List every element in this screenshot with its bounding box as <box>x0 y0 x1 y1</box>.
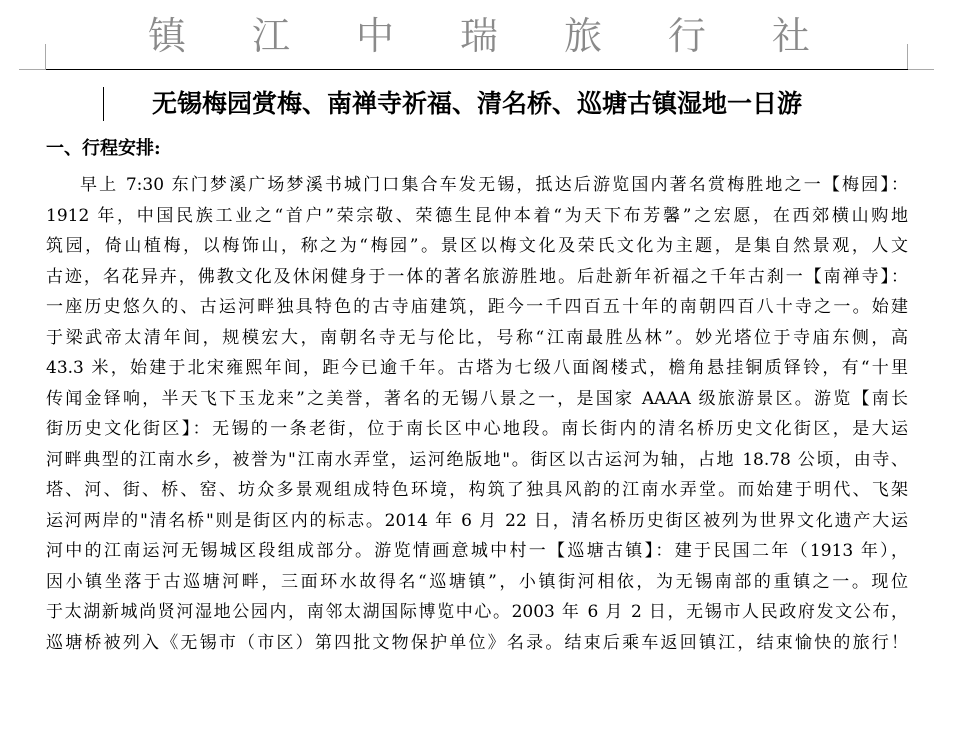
paragraph-line: 于梁武帝太清年间，规模宏大，南朝名寺无与伦比，号称“江南最胜丛林”。妙光塔位于寺庙东侧，高 <box>46 327 908 348</box>
company-char: 行 <box>667 14 706 58</box>
crop-mark-left-horizontal <box>19 69 46 70</box>
itinerary-paragraph[interactable] <box>46 170 908 658</box>
paragraph-line: 河中的江南运河无锡城区段组成部分。游览情画意城中村一【巡塘古镇】：建于民国二年（1913 年）， <box>46 541 908 561</box>
paragraph-line: 河畔典型的江南水乡，被誉为"江南水弄堂，运河绝版地"。街区以古运河为轴，占地 18.78 公顷，由寺、 <box>46 449 908 470</box>
paragraph-line: 巡塘桥被列入《无锡市（市区）第四批文物保护单位》名录。结束后乘车返回镇江，结束愉快的旅行！ <box>46 632 908 653</box>
document-title[interactable]: 无锡梅园赏梅、南禅寺祈福、清名桥、巡塘古镇湿地一日游 <box>151 89 802 118</box>
paragraph-line: 于太湖新城尚贤河湿地公园内，南邻太湖国际博览中心。2003 年 6 月 2 日，无锡市人民政府发文公布， <box>46 602 908 622</box>
company-char: 社 <box>771 14 810 58</box>
header-divider <box>46 69 908 70</box>
paragraph-line: 传闻金铎响，半天飞下玉龙来”之美誉，著名的无锡八景之一，是国家 AAAA 级旅游景区。游览【南长 <box>46 388 908 409</box>
paragraph-line: 古迹，名花异卉，佛教文化及休闲健身于一体的著名旅游胜地。后赴新年祈福之千年古刹一【南禅寺】： <box>46 266 908 287</box>
paragraph-line: 早上 7:30 东门梦溪广场梦溪书城门口集合车发无锡，抵达后游览国内著名赏梅胜地之一【梅园】： <box>80 175 908 195</box>
company-header <box>46 12 908 60</box>
paragraph-line: 筑园，倚山植梅，以梅饰山，称之为“梅园”。景区以梅文化及荣氏文化为主题，是集自然景观，人文 <box>46 236 908 256</box>
paragraph-line: 街历史文化街区】：无锡的一条老街，位于南长区中心地段。南长街内的清名桥历史文化街区，是大运 <box>46 419 908 439</box>
company-char: 中 <box>355 14 394 58</box>
crop-mark-right-horizontal <box>907 69 934 70</box>
company-char: 瑞 <box>459 14 498 58</box>
paragraph-line: 一座历史悠久的、古运河畔独具特色的古寺庙建筑，距今一千四百五十年的南朝四百八十寺之一。始建 <box>46 297 908 317</box>
company-char: 江 <box>251 14 290 58</box>
paragraph-line: 运河两岸的"清名桥"则是街区内的标志。2014 年 6 月 22 日，清名桥历史街区被列为世界文化遗产大运 <box>46 510 908 531</box>
paragraph-line: 因小镇坐落于古巡塘河畔，三面环水故得名“巡塘镇”，小镇街河相依，为无锡南部的重镇之一。现位 <box>46 571 908 592</box>
paragraph-line: 1912 年，中国民族工业之“首户”荣宗敬、荣德生昆仲本着“为天下布芳馨”之宏愿，在西郊横山购地 <box>46 205 908 226</box>
paragraph-line: 塔、河、街、桥、窑、坊众多景观组成特色环境，构筑了独具风韵的江南水弄堂。而始建于明代、飞架 <box>46 480 908 500</box>
company-char: 旅 <box>563 14 602 58</box>
paragraph-line: 43.3 米，始建于北宋雍熙年间，距今已逾千年。古塔为七级八面阁楼式，檐角悬挂铜质铎铃，有“十里 <box>46 358 908 378</box>
company-char: 镇 <box>148 14 187 58</box>
section-heading-itinerary[interactable]: 一、行程安排: <box>46 138 161 159</box>
